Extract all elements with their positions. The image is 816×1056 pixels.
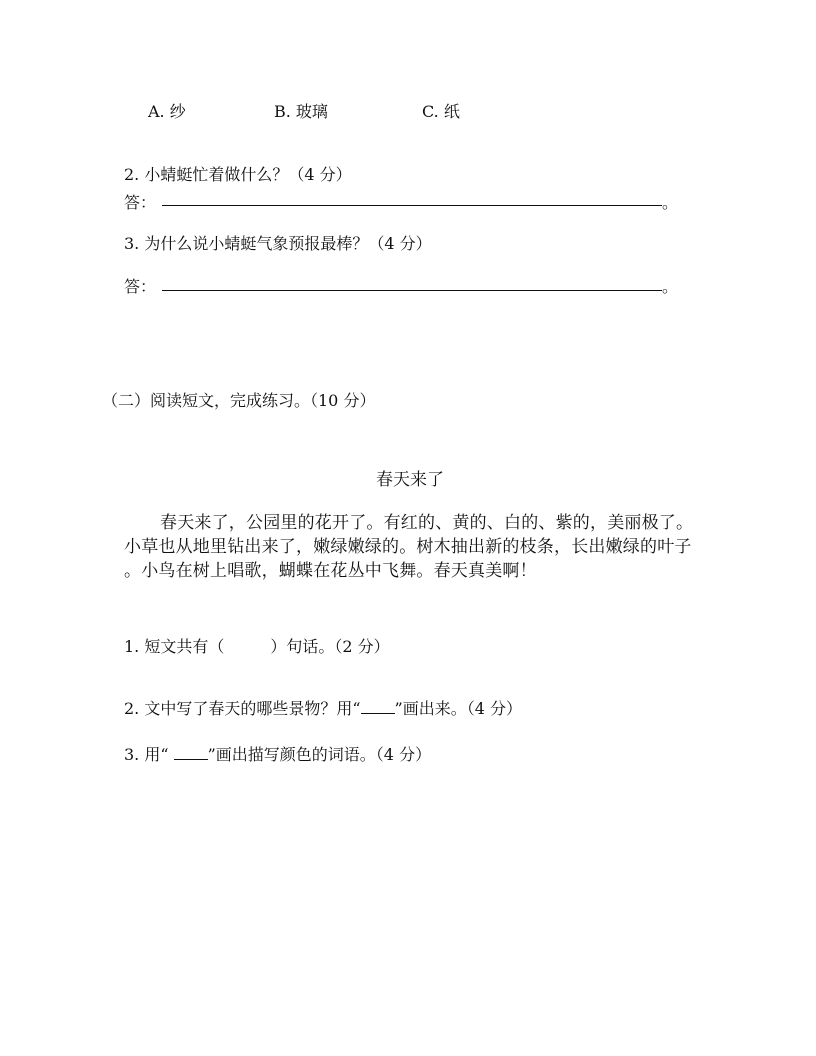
option-a: A. 纱 xyxy=(148,102,186,121)
passage-title: 春天来了 xyxy=(376,470,444,490)
passage-question-2-text: 2. 文中写了春天的哪些景物？用“ xyxy=(124,699,361,718)
underline-mark xyxy=(361,699,395,714)
passage-question-1-tail: ）句话。（2 分） xyxy=(270,637,390,656)
passage-question-3 xyxy=(124,742,431,765)
passage-line-3: 。小鸟在树上唱歌，蝴蝶在花丛中飞舞。春天真美啊！ xyxy=(124,561,537,581)
question-3: 3. 为什么说小蜻蜓气象预报最棒？（4 分） xyxy=(124,234,432,253)
passage-question-2 xyxy=(124,696,522,719)
question-2: 2. 小蜻蜓忙着做什么？（4 分） xyxy=(124,165,352,184)
underline-mark xyxy=(174,745,208,760)
answer-line-3[interactable] xyxy=(162,290,662,291)
answer-label-3: 答： xyxy=(124,277,157,296)
option-b: B. 玻璃 xyxy=(274,102,328,121)
answer-label-2: 答： xyxy=(124,193,157,212)
answer-end-2: 。 xyxy=(662,193,679,212)
passage-question-2-tail: ”画出来。（4 分） xyxy=(394,699,522,718)
option-c: C. 纸 xyxy=(422,102,460,121)
answer-line-2[interactable] xyxy=(162,205,662,206)
passage-question-3-text: 3. 用“ xyxy=(124,745,174,764)
passage-line-1: 春天来了，公园里的花开了。有红的、黄的、白的、紫的，美丽极了。 xyxy=(160,513,694,533)
passage-question-1 xyxy=(124,634,390,657)
answer-end-3: 。 xyxy=(662,277,679,296)
passage-question-3-tail: ”画出描写颜色的词语。（4 分） xyxy=(207,745,432,764)
passage-question-1-text: 1. 短文共有（ xyxy=(124,637,225,656)
passage-line-2: 小草也从地里钻出来了，嫩绿嫩绿的。树木抽出新的枝条，长出嫩绿的叶子 xyxy=(124,537,692,557)
section-heading: （二）阅读短文，完成练习。（10 分） xyxy=(102,391,376,410)
